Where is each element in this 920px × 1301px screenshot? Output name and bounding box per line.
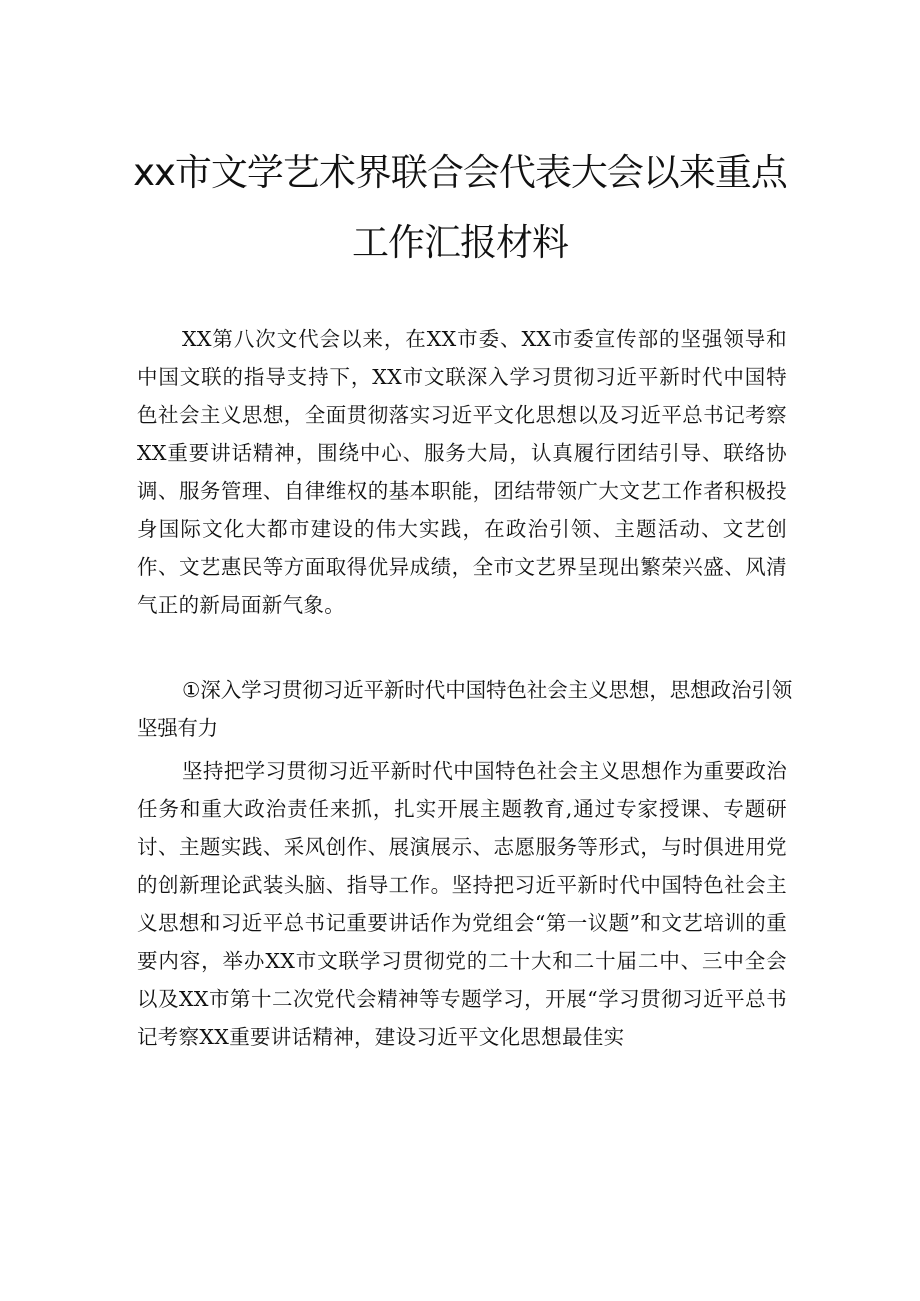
document-title-line-1: xx市文学艺术界联合会代表大会以来重点 [133,151,787,194]
document-title-line-2: 工作汇报材料 [352,221,568,264]
intro-paragraph: XX第八次文代会以来，在XX市委、XX市委宣传部的坚强领导和中国文联的指导支持下，XX市文联深入学习贯彻习近平新时代中国特色社会主义思想，全面贯彻落实习近平文化思想以及习近平总书记考察XX重要讲话精神，围绕中心、服务大局，认真履行团结引导、联络协调、服务管理、自律维权的基本职能，团结带领广大文艺工作者积极投身国际文化大都市建设的伟大实践，在政治引领、主题活动、文艺创作、文艺惠民等方面取得优异成绩，全市文艺界呈现出繁荣兴盛、风清气正的新局面新气象。 [137,327,787,617]
section-1-paragraph: 坚持把学习贯彻习近平新时代中国特色社会主义思想作为重要政治任务和重大政治责任来抓，扎实开展主题教育,通过专家授课、专题研讨、主题实践、采风创作、展演展示、志愿服务等形式，与时俱进用党的创新理论武装头脑、指导工作。坚持把习近平新时代中国特色社会主义思想和习近平总书记重要讲话作为党组会“第一议题”和文艺培训的重要内容，举办XX市文联学习贯彻党的二十大和二十届二中、三中全会以及XX市第十二次党代会精神等专题学习，开展“学习贯彻习近平总书记考察XX重要讲话精神，建设习近平文化思想最佳实 [137,759,787,1049]
section-heading-1: ①深入学习贯彻习近平新时代中国特色社会主义思想，思想政治引领坚强有力 [137,678,792,740]
